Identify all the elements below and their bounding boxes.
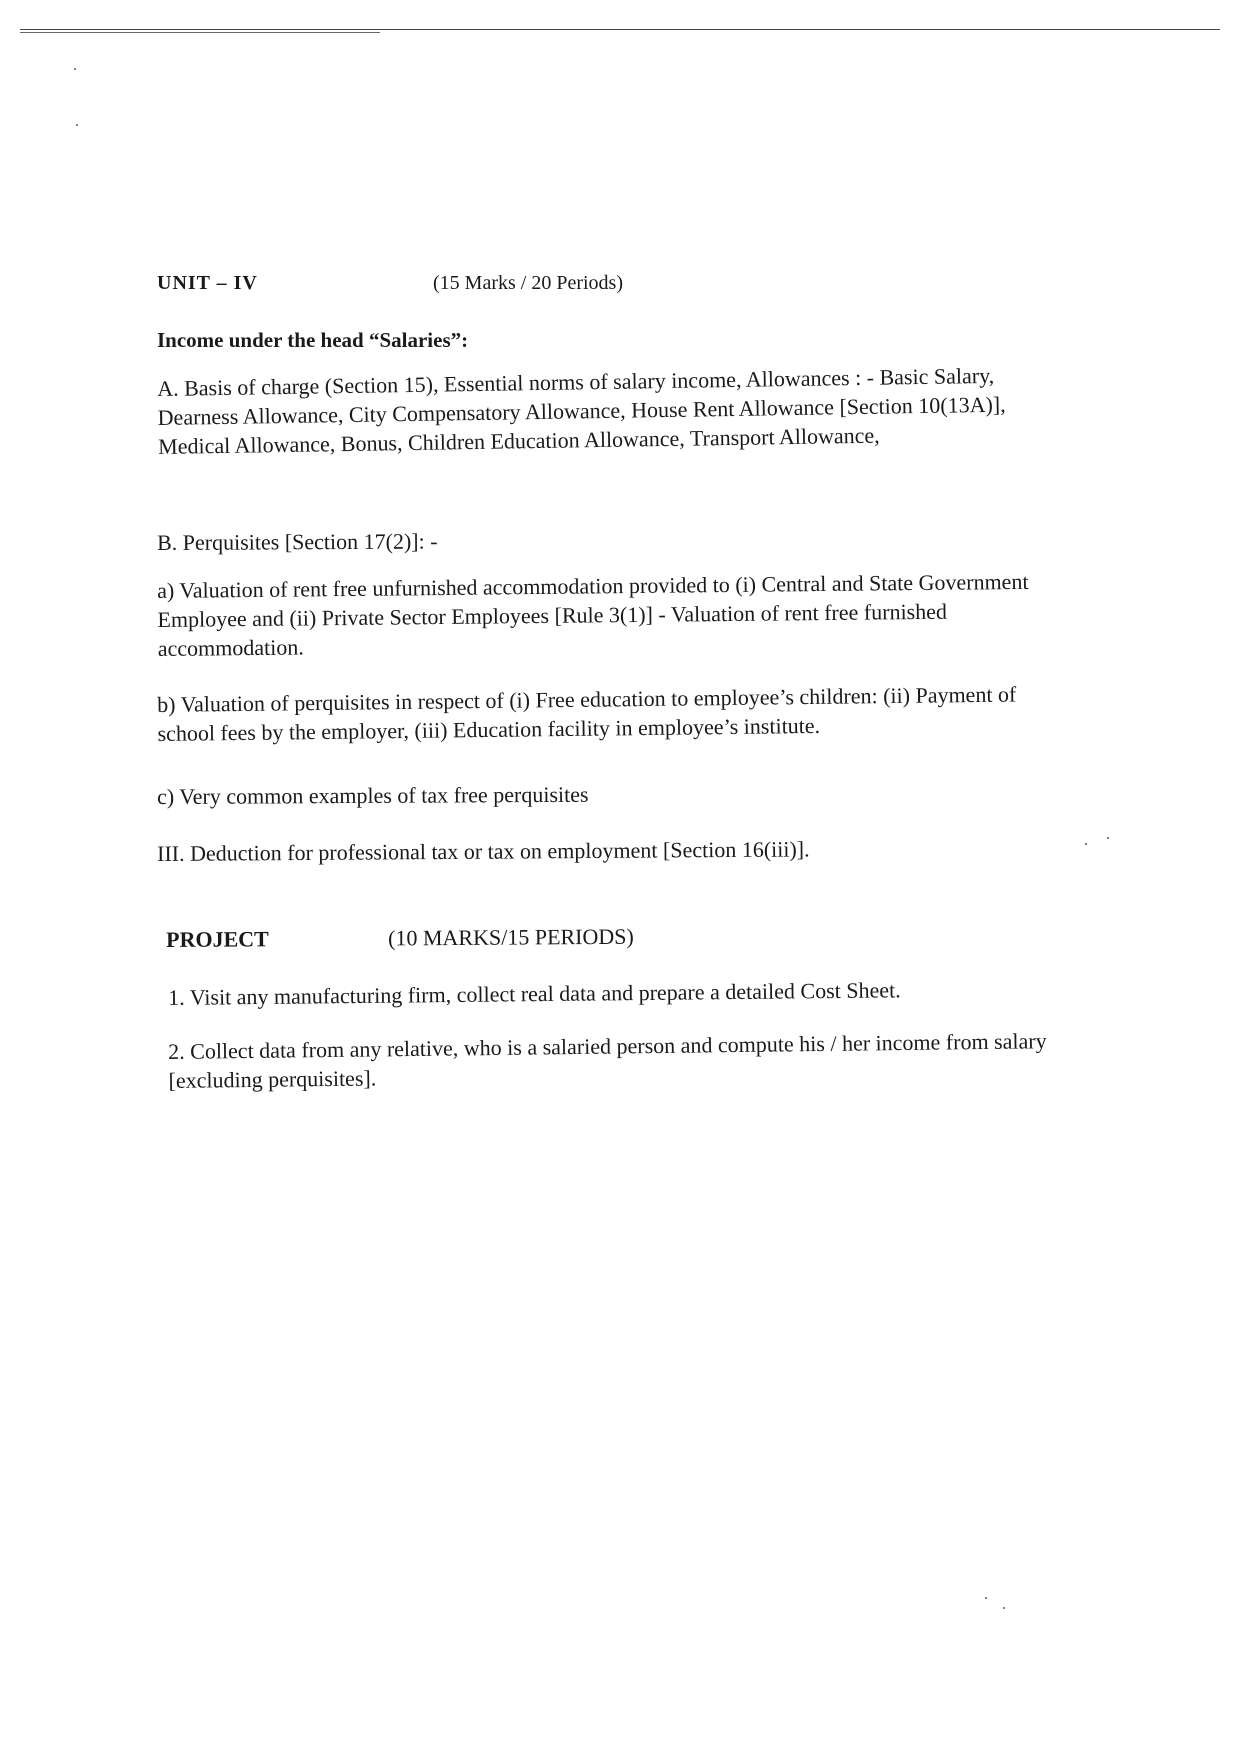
section-a-paragraph: A. Basis of charge (Section 15), Essential norms of salary income, Allowances : - Basic Salary, Dearness Allowance, City Compensatory Allowance, House Rent Allowance [Section 10(13A)], Medical Allowance, Bonus, Children Education Allowance, Transport Allowance,: [157, 362, 1006, 459]
unit-header: [157, 268, 1067, 298]
project-title: PROJECT: [166, 926, 269, 952]
unit-title: UNIT – IV: [157, 272, 258, 294]
section-heading: Income under the head “Salaries”:: [157, 328, 469, 352]
scan-speck: [74, 68, 76, 70]
scan-speck: [1085, 843, 1087, 845]
project-marks: (10 MARKS/15 PERIODS): [388, 923, 634, 951]
perquisite-item-a: a) Valuation of rent free unfurnished accommodation provided to (i) Central and State Government Employee and (ii) Private Sector Employees [Rule 3(1)] - Valuation of rent free furnished accommodation.: [157, 568, 1029, 661]
scan-top-rule: [20, 29, 1220, 30]
unit-marks: (15 Marks / 20 Periods): [433, 272, 623, 294]
project-item-1: 1. Visit any manufacturing firm, collect real data and prepare a detailed Cost Sheet.: [168, 977, 901, 1010]
scan-speck: [1107, 837, 1109, 839]
scan-speck: [985, 1597, 987, 1599]
scan-top-rule-secondary: [20, 32, 380, 33]
scan-speck: [76, 124, 78, 126]
section-iii-paragraph: III. Deduction for professional tax or tax on employment [Section 16(iii)].: [157, 836, 810, 866]
project-item-2: 2. Collect data from any relative, who is a salaried person and compute his / her income from salary [excluding perquisites].: [168, 1028, 1047, 1093]
section-b-heading: B. Perquisites [Section 17(2)]: -: [157, 528, 438, 555]
perquisite-item-c: c) Very common examples of tax free perquisites: [157, 781, 589, 809]
project-header: [166, 919, 1076, 955]
scan-speck: [1003, 1607, 1005, 1609]
perquisite-item-b: b) Valuation of perquisites in respect of (i) Free education to employee’s children: (ii) Payment of school fees by the employer, (iii) Education facility in employee’s institute.: [157, 681, 1017, 746]
